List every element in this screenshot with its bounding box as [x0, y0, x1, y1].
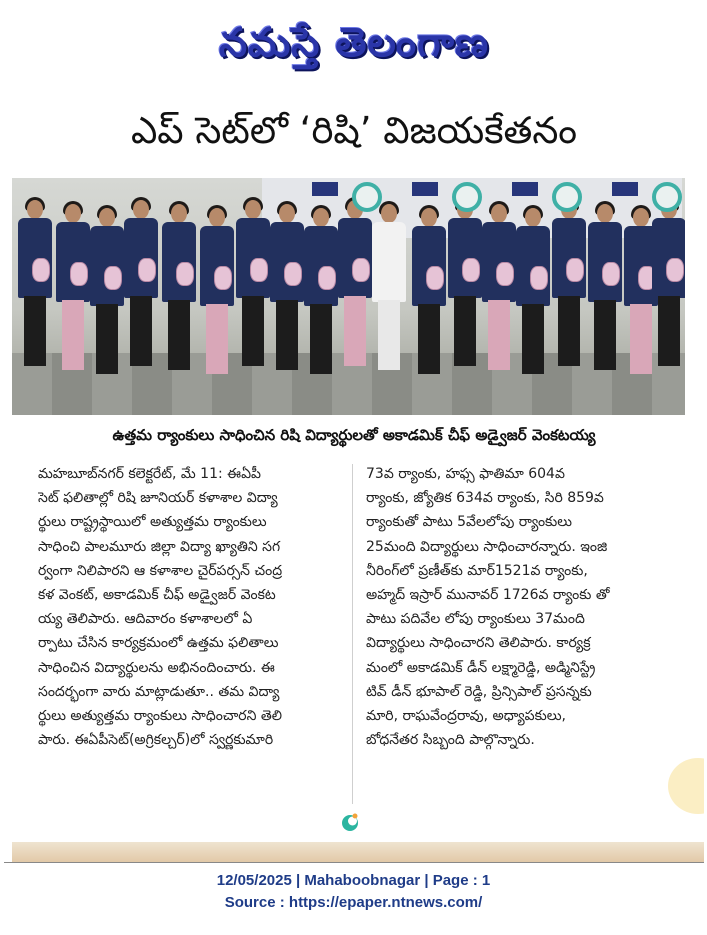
clipping-border	[4, 862, 704, 863]
figure-body	[124, 218, 158, 298]
footer-date-edition: 12/05/2025 | Mahaboobnagar | Page : 1	[216, 872, 491, 889]
figure-head	[491, 204, 507, 223]
article-line: అహ్మద్ ఇస్రార్ మునావర్ 1726వ ర్యాంకు తో	[366, 587, 610, 604]
figure-legs	[276, 300, 298, 370]
banner-emblem	[652, 182, 682, 212]
article-line: సాధించిన విద్యార్థులను అభినందించారు. ఈ	[38, 659, 275, 676]
article-line: పారు. ఈఏపీసెట్(అగ్రికల్చర్)లో స్వర్ణకుమారి	[38, 732, 274, 749]
figure-head	[245, 200, 261, 219]
figure-head	[209, 208, 225, 227]
article-line: సెట్ ఫలితాల్లో రిషి జూనియర్ కళాశాల విద్యా	[38, 490, 278, 507]
figure-body	[588, 222, 622, 302]
article-line: ర్థులు రాష్ట్రస్థాయిలో అత్యుత్తమ ర్యాంకులు	[38, 514, 267, 531]
figure-head	[65, 204, 81, 223]
figure-body	[552, 218, 586, 298]
article-line: 25మంది విద్యార్థులు సాధించారన్నారు. ఇంజి	[366, 538, 608, 555]
figure-head	[99, 208, 115, 227]
banner-logo	[312, 182, 338, 196]
figure-legs	[558, 296, 580, 366]
article-line: నీరింగ్‌లో ప్రణీత్‌కు మార్1521వ ర్యాంకు,	[366, 562, 588, 579]
photo-caption: ఉత్తమ ర్యాంకులు సాధించిన రిషి విద్యార్థులతో అకాడమిక్ చీఫ్ అడ్వైజర్ వెంకటయ్య	[112, 426, 596, 444]
figure-body	[516, 226, 550, 306]
bouquet-icon	[104, 266, 122, 290]
bouquet-icon	[284, 262, 302, 286]
bouquet-icon	[318, 266, 336, 290]
figure-body	[90, 226, 124, 306]
banner-logo	[512, 182, 538, 196]
figure-legs	[62, 300, 84, 370]
article-line: ర్యాంకుతో పాటు 5వేలలోపు ర్యాంకులు	[366, 514, 572, 531]
figure-head	[313, 208, 329, 227]
figure-legs	[130, 296, 152, 366]
figure-body	[338, 218, 372, 298]
bouquet-icon	[566, 258, 584, 282]
article-line: కళ వెంకట్, అకాడమిక్ చీఫ్ అడ్వైజర్ వెంకట	[38, 587, 276, 604]
figure-legs	[658, 296, 680, 366]
article-line: ర్థులు అత్యుత్తమ ర్యాంకులు సాధించారని తెలి	[38, 708, 282, 725]
figure-head	[171, 204, 187, 223]
figure-legs	[378, 300, 400, 370]
bouquet-icon	[462, 258, 480, 282]
bouquet-icon	[352, 258, 370, 282]
figure-head	[633, 208, 649, 227]
bouquet-icon	[214, 266, 232, 290]
figure-body	[56, 222, 90, 302]
article-line: సందర్భంగా వారు మాట్లాడుతూ.. తమ విద్యా	[38, 683, 280, 700]
figure-legs	[454, 296, 476, 366]
figure-legs	[96, 304, 118, 374]
article-line: ర్యాంకు, జ్యోతిక 634వ ర్యాంకు, సిరి 859వ	[366, 490, 604, 507]
article-line: మంలో అకాడమిక్ డీన్ లక్ష్మారెడ్డి, అడ్మినిస్ట్రే	[366, 659, 596, 676]
article-line: విద్యార్థులు సాధించారని తెలిపారు. కార్యక్ర	[366, 635, 591, 652]
figure-head	[133, 200, 149, 219]
bouquet-icon	[138, 258, 156, 282]
figure-body	[482, 222, 516, 302]
figure-legs	[594, 300, 616, 370]
figure-body	[372, 222, 406, 302]
banner-emblem	[452, 182, 482, 212]
figure-body	[412, 226, 446, 306]
article-line: ర్వంగా నిలిపారని ఆ కళాశాల చైర్‌పర్సన్ చంద్ర	[38, 562, 283, 579]
article-line: ర్పాటు చేసిన కార్యక్రమంలో ఉత్తమ ఫలితాలు	[38, 635, 279, 652]
figure-head	[381, 204, 397, 223]
figure-legs	[310, 304, 332, 374]
column-divider	[352, 464, 353, 804]
figure-head	[525, 208, 541, 227]
banner-logo	[612, 182, 638, 196]
article-column-right	[366, 462, 680, 752]
bouquet-icon	[32, 258, 50, 282]
group-photo	[12, 178, 685, 415]
bouquet-icon	[666, 258, 684, 282]
figure-head	[421, 208, 437, 227]
figure-legs	[242, 296, 264, 366]
figure-head	[597, 204, 613, 223]
figure-legs	[206, 304, 228, 374]
figure-head	[279, 204, 295, 223]
footer-source-link[interactable]: Source : https://epaper.ntnews.com/	[224, 894, 483, 911]
figure-body	[448, 218, 482, 298]
figure-legs	[168, 300, 190, 370]
decorative-circle	[668, 758, 704, 814]
ntnews-logo-icon	[340, 812, 360, 832]
bouquet-icon	[530, 266, 548, 290]
figure-legs	[418, 304, 440, 374]
article-line: సాధించి పాలమూరు జిల్లా విద్యా ఖ్యాతిని సగ	[38, 538, 281, 555]
figure-legs	[24, 296, 46, 366]
figure-body	[162, 222, 196, 302]
bouquet-icon	[602, 262, 620, 286]
article-line: మారి, రాఘవేంద్రరావు, అధ్యాపకులు,	[366, 708, 566, 725]
article-headline: ఎప్ సెట్‌లో ‘రిషి’ విజయకేతనం	[130, 109, 578, 152]
figure-body	[304, 226, 338, 306]
figure-legs	[488, 300, 510, 370]
figure-body	[236, 218, 270, 298]
next-article-strip	[12, 842, 704, 862]
figure-legs	[630, 304, 652, 374]
page-footer	[0, 870, 707, 914]
banner-logo	[412, 182, 438, 196]
bouquet-icon	[70, 262, 88, 286]
newspaper-clipping	[4, 4, 704, 862]
article-line: పాటు పదివేల లోపు ర్యాంకులు 37మంది	[366, 611, 585, 628]
bouquet-icon	[250, 258, 268, 282]
article-column-left	[38, 462, 338, 752]
figure-body	[270, 222, 304, 302]
banner-emblem	[352, 182, 382, 212]
figure-head	[27, 200, 43, 219]
figure-legs	[522, 304, 544, 374]
article-line: య్య తెలిపారు. ఆదివారం కళాశాలలో ఏ	[38, 611, 253, 628]
figure-body	[18, 218, 52, 298]
figure-body	[652, 218, 685, 298]
bouquet-icon	[176, 262, 194, 286]
article-line: బోధనేతర సిబ్బంది పాల్గొన్నారు.	[366, 732, 535, 749]
newspaper-masthead: నమస్తే తెలంగాణ	[218, 20, 490, 66]
article-line: మహబూబ్‌నగర్ కలెక్టరేట్, మే 11: ఈఏపీ	[38, 466, 261, 482]
banner-emblem	[552, 182, 582, 212]
figure-legs	[344, 296, 366, 366]
bouquet-icon	[426, 266, 444, 290]
bouquet-icon	[496, 262, 514, 286]
article-line: టివ్ డీన్ భూపాల్ రెడ్డి, ప్రిన్సిపాల్ ప్రసన్నకు	[366, 683, 592, 700]
article-line: 73వ ర్యాంకు, హఫ్స ఫాతిమా 604వ	[366, 466, 565, 482]
figure-body	[200, 226, 234, 306]
